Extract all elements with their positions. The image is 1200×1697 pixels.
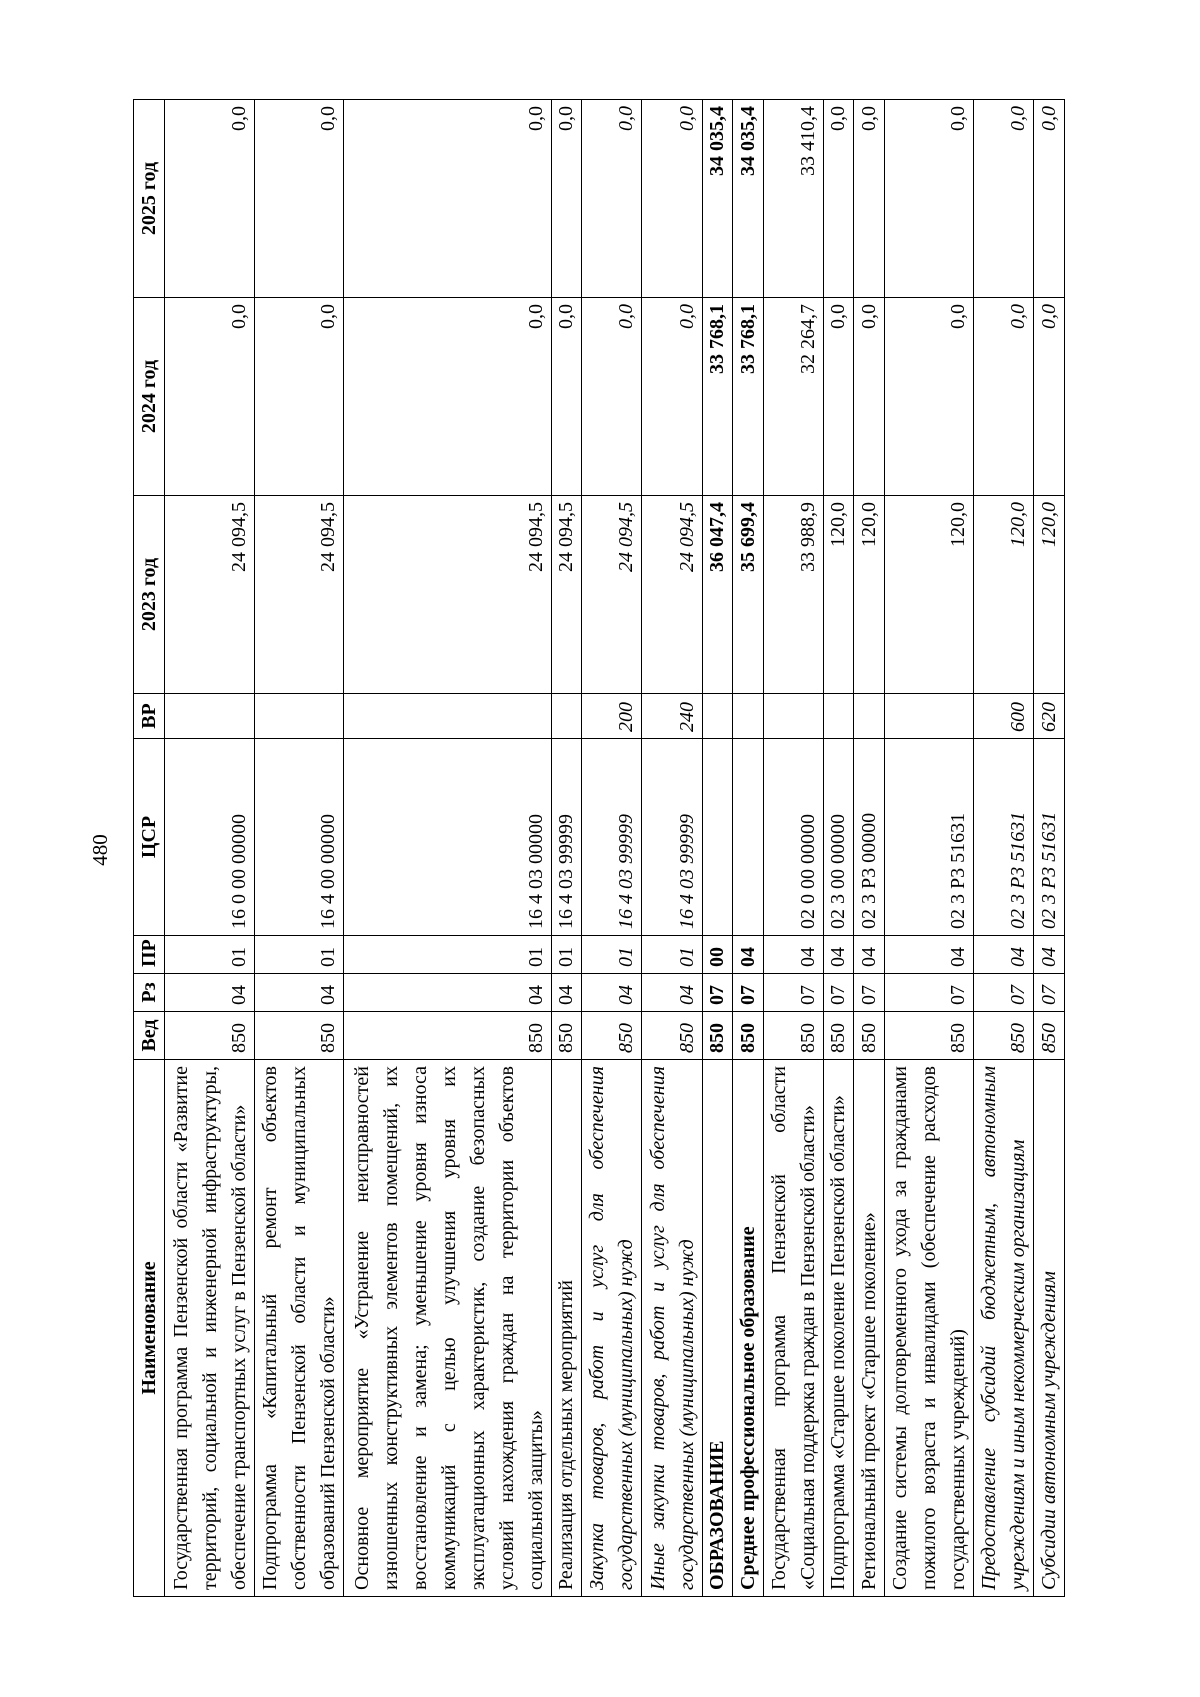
table-row [702, 100, 733, 1597]
header-2024: 2024 год [134, 298, 165, 496]
cell-rz: 07 [1034, 974, 1065, 1012]
table-row [884, 100, 974, 1597]
cell-y2024: 0,0 [344, 298, 552, 496]
cell-vr: 200 [582, 694, 642, 739]
cell-y2023: 24 094,5 [344, 496, 552, 694]
header-name: Наименование [134, 1060, 165, 1597]
rotated-table-wrapper [133, 100, 1065, 1597]
cell-rz: 04 [344, 974, 552, 1012]
cell-name: ОБРАЗОВАНИЕ [702, 1060, 733, 1597]
cell-ved: 850 [974, 1012, 1034, 1060]
cell-vr [551, 694, 582, 739]
cell-y2025: 0,0 [642, 100, 702, 298]
cell-y2023: 36 047,4 [702, 496, 733, 694]
cell-name: Государственная программа Пензенской области «Социальная поддержка граждан в Пензенской области» [763, 1060, 823, 1597]
cell-ved: 850 [344, 1012, 552, 1060]
cell-ved: 850 [582, 1012, 642, 1060]
header-row [134, 100, 165, 1597]
cell-y2025: 0,0 [974, 100, 1034, 298]
cell-csr: 02 3 P3 51631 [884, 739, 974, 936]
cell-y2023: 24 094,5 [582, 496, 642, 694]
cell-ved: 850 [1034, 1012, 1065, 1060]
cell-csr: 02 3 P3 00000 [854, 739, 885, 936]
cell-y2023: 120,0 [823, 496, 854, 694]
cell-csr: 16 0 00 00000 [165, 739, 255, 936]
cell-name: Основное мероприятие «Устранение неисправностей изношенных конструктивных элементов помещений, их восстановление и замена; уменьшение уровня износа коммуникаций с целью улучшения уровня их эксплуатационных характеристик, создание безопасных условий нахождения граждан на территории объектов социальной защиты» [344, 1060, 552, 1597]
cell-pr: 01 [254, 936, 344, 974]
cell-y2023: 120,0 [1034, 496, 1065, 694]
cell-y2024: 0,0 [1034, 298, 1065, 496]
header-ved: Вед [134, 1012, 165, 1060]
cell-y2024: 0,0 [642, 298, 702, 496]
table-row [854, 100, 885, 1597]
table-row [1034, 100, 1065, 1597]
cell-pr: 01 [582, 936, 642, 974]
cell-rz: 04 [642, 974, 702, 1012]
cell-y2023: 120,0 [974, 496, 1034, 694]
cell-name: Субсидии автономным учреждениям [1034, 1060, 1065, 1597]
cell-y2023: 24 094,5 [254, 496, 344, 694]
cell-ved: 850 [642, 1012, 702, 1060]
cell-pr: 01 [344, 936, 552, 974]
cell-pr: 04 [823, 936, 854, 974]
cell-y2024: 0,0 [551, 298, 582, 496]
table-row [642, 100, 702, 1597]
cell-ved: 850 [823, 1012, 854, 1060]
cell-csr: 16 4 03 00000 [344, 739, 552, 936]
cell-y2023: 24 094,5 [551, 496, 582, 694]
cell-vr [763, 694, 823, 739]
page-number: 480 [88, 834, 112, 866]
cell-csr: 16 4 03 99999 [642, 739, 702, 936]
cell-rz: 04 [551, 974, 582, 1012]
cell-vr [254, 694, 344, 739]
cell-vr [854, 694, 885, 739]
table-row [582, 100, 642, 1597]
cell-pr: 04 [1034, 936, 1065, 974]
cell-rz: 07 [884, 974, 974, 1012]
cell-csr [733, 739, 764, 936]
cell-y2025: 0,0 [254, 100, 344, 298]
table-row [165, 100, 255, 1597]
header-2023: 2023 год [134, 496, 165, 694]
cell-pr: 01 [551, 936, 582, 974]
cell-y2024: 0,0 [582, 298, 642, 496]
cell-vr [165, 694, 255, 739]
cell-y2023: 35 699,4 [733, 496, 764, 694]
cell-ved: 850 [702, 1012, 733, 1060]
header-rz: Рз [134, 974, 165, 1012]
table-row [254, 100, 344, 1597]
cell-csr: 16 4 03 99999 [551, 739, 582, 936]
cell-ved: 850 [854, 1012, 885, 1060]
budget-table [133, 99, 1065, 1597]
cell-y2024: 0,0 [974, 298, 1034, 496]
cell-y2024: 0,0 [884, 298, 974, 496]
cell-csr: 02 3 00 00000 [823, 739, 854, 936]
cell-y2025: 34 035,4 [702, 100, 733, 298]
table-row [823, 100, 854, 1597]
cell-y2025: 0,0 [854, 100, 885, 298]
cell-y2025: 0,0 [884, 100, 974, 298]
cell-rz: 07 [702, 974, 733, 1012]
cell-name: Среднее профессиональное образование [733, 1060, 764, 1597]
cell-y2023: 24 094,5 [642, 496, 702, 694]
table-row [551, 100, 582, 1597]
header-csr: ЦСР [134, 739, 165, 936]
cell-vr [733, 694, 764, 739]
cell-y2025: 0,0 [344, 100, 552, 298]
cell-vr [823, 694, 854, 739]
cell-name: Предоставление субсидий бюджетным, автономным учреждениям и иным некоммерческим организациям [974, 1060, 1034, 1597]
cell-rz: 07 [763, 974, 823, 1012]
cell-name: Подпрограмма «Старшее поколение Пензенской области» [823, 1060, 854, 1597]
table-row [763, 100, 823, 1597]
cell-rz: 07 [854, 974, 885, 1012]
header-vr: ВР [134, 694, 165, 739]
cell-y2025: 33 410,4 [763, 100, 823, 298]
table-row [344, 100, 552, 1597]
cell-y2023: 120,0 [884, 496, 974, 694]
table-body [165, 100, 1065, 1597]
cell-y2025: 0,0 [551, 100, 582, 298]
cell-vr: 620 [1034, 694, 1065, 739]
cell-y2024: 0,0 [254, 298, 344, 496]
cell-name: Реализация отдельных мероприятий [551, 1060, 582, 1597]
cell-y2024: 33 768,1 [702, 298, 733, 496]
cell-y2023: 33 988,9 [763, 496, 823, 694]
cell-csr: 02 0 00 00000 [763, 739, 823, 936]
cell-pr: 04 [733, 936, 764, 974]
cell-rz: 04 [254, 974, 344, 1012]
cell-pr: 04 [854, 936, 885, 974]
cell-ved: 850 [763, 1012, 823, 1060]
cell-ved: 850 [551, 1012, 582, 1060]
cell-y2024: 33 768,1 [733, 298, 764, 496]
cell-y2024: 0,0 [165, 298, 255, 496]
header-pr: ПР [134, 936, 165, 974]
cell-vr [884, 694, 974, 739]
cell-name: Иные закупки товаров, работ и услуг для обеспечения государственных (муниципальных) нужд [642, 1060, 702, 1597]
cell-y2023: 120,0 [854, 496, 885, 694]
header-2025: 2025 год [134, 100, 165, 298]
cell-rz: 07 [823, 974, 854, 1012]
cell-csr: 02 3 P3 51631 [1034, 739, 1065, 936]
table-row [974, 100, 1034, 1597]
cell-ved: 850 [254, 1012, 344, 1060]
cell-rz: 07 [733, 974, 764, 1012]
cell-y2025: 34 035,4 [733, 100, 764, 298]
cell-pr: 04 [763, 936, 823, 974]
cell-pr: 01 [642, 936, 702, 974]
cell-pr: 01 [165, 936, 255, 974]
cell-ved: 850 [165, 1012, 255, 1060]
cell-rz: 07 [974, 974, 1034, 1012]
cell-y2025: 0,0 [823, 100, 854, 298]
cell-vr: 240 [642, 694, 702, 739]
cell-ved: 850 [884, 1012, 974, 1060]
cell-name: Государственная программа Пензенской области «Развитие территорий, социальной и инженерной инфраструктуры, обеспечение транспортных услуг в Пензенской области» [165, 1060, 255, 1597]
cell-vr: 600 [974, 694, 1034, 739]
cell-y2023: 24 094,5 [165, 496, 255, 694]
cell-pr: 04 [884, 936, 974, 974]
cell-name: Региональный проект «Старшее поколение» [854, 1060, 885, 1597]
cell-pr: 00 [702, 936, 733, 974]
cell-ved: 850 [733, 1012, 764, 1060]
cell-y2025: 0,0 [582, 100, 642, 298]
cell-csr: 16 4 03 99999 [582, 739, 642, 936]
cell-rz: 04 [582, 974, 642, 1012]
cell-vr [702, 694, 733, 739]
cell-csr [702, 739, 733, 936]
cell-y2025: 0,0 [165, 100, 255, 298]
cell-name: Создание системы долговременного ухода за гражданами пожилого возраста и инвалидами (обеспечение расходов государственных учреждений) [884, 1060, 974, 1597]
cell-vr [344, 694, 552, 739]
cell-csr: 16 4 00 00000 [254, 739, 344, 936]
table-row [733, 100, 764, 1597]
cell-pr: 04 [974, 936, 1034, 974]
cell-y2024: 32 264,7 [763, 298, 823, 496]
cell-rz: 04 [165, 974, 255, 1012]
cell-y2024: 0,0 [823, 298, 854, 496]
cell-y2025: 0,0 [1034, 100, 1065, 298]
cell-name: Подпрограмма «Капитальный ремонт объектов собственности Пензенской области и муниципальных образований Пензенской области» [254, 1060, 344, 1597]
cell-y2024: 0,0 [854, 298, 885, 496]
cell-csr: 02 3 P3 51631 [974, 739, 1034, 936]
cell-name: Закупка товаров, работ и услуг для обеспечения государственных (муниципальных) нужд [582, 1060, 642, 1597]
